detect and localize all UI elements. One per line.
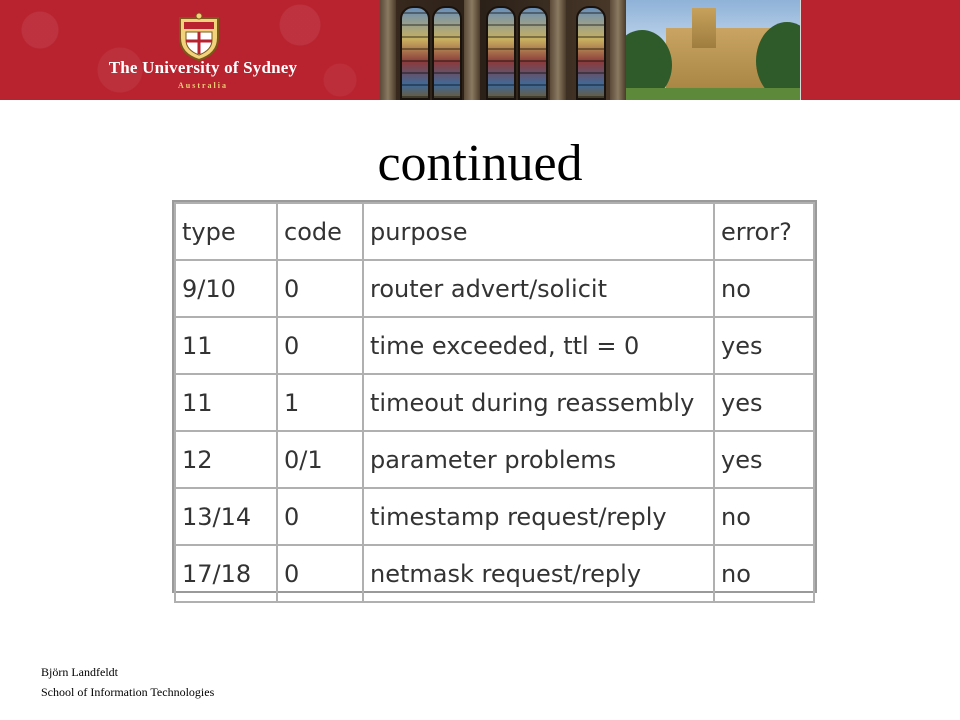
- university-country: Australia: [178, 81, 228, 90]
- table-row: [175, 317, 814, 374]
- cell-purpose: time exceeded, ttl = 0: [363, 317, 714, 374]
- footer-school: School of Information Technologies: [41, 685, 215, 699]
- icmp-table: [172, 200, 817, 593]
- stained-glass-photo: [380, 0, 626, 100]
- cell-purpose: netmask request/reply: [363, 545, 714, 602]
- slide-title: continued: [377, 135, 583, 192]
- cell-type: 17/18: [175, 545, 277, 602]
- cell-purpose: timestamp request/reply: [363, 488, 714, 545]
- cell-error: no: [714, 545, 814, 602]
- cell-error: no: [714, 260, 814, 317]
- table-row: [175, 374, 814, 431]
- slide-footer: [41, 662, 214, 702]
- cell-error: yes: [714, 317, 814, 374]
- cell-type: 11: [175, 317, 277, 374]
- cell-purpose: timeout during reassembly: [363, 374, 714, 431]
- cell-type: 11: [175, 374, 277, 431]
- university-name: The University of Sydney: [108, 58, 298, 77]
- cell-code: 0: [277, 488, 363, 545]
- cell-purpose: router advert/solicit: [363, 260, 714, 317]
- header-cell-type: type: [175, 203, 277, 260]
- table-row: [175, 488, 814, 545]
- table-row: [175, 545, 814, 602]
- cell-error: no: [714, 488, 814, 545]
- cell-error: yes: [714, 374, 814, 431]
- table-row: [175, 260, 814, 317]
- cell-type: 9/10: [175, 260, 277, 317]
- header-banner: [0, 0, 960, 100]
- cell-code: 0: [277, 545, 363, 602]
- header-cell-error: error?: [714, 203, 814, 260]
- footer-author: Björn Landfeldt: [41, 665, 118, 679]
- cell-error: yes: [714, 431, 814, 488]
- header-cell-code: code: [277, 203, 363, 260]
- header-cell-purpose: purpose: [363, 203, 714, 260]
- cell-code: 0: [277, 260, 363, 317]
- quadrangle-photo: [626, 0, 800, 100]
- cell-type: 13/14: [175, 488, 277, 545]
- banner-right-panel: [800, 0, 960, 100]
- cell-purpose: parameter problems: [363, 431, 714, 488]
- cell-code: 0/1: [277, 431, 363, 488]
- cell-code: 0: [277, 317, 363, 374]
- table-row: [175, 431, 814, 488]
- cell-code: 1: [277, 374, 363, 431]
- table-header-row: [175, 203, 814, 260]
- cell-type: 12: [175, 431, 277, 488]
- university-crest-icon: [176, 12, 222, 62]
